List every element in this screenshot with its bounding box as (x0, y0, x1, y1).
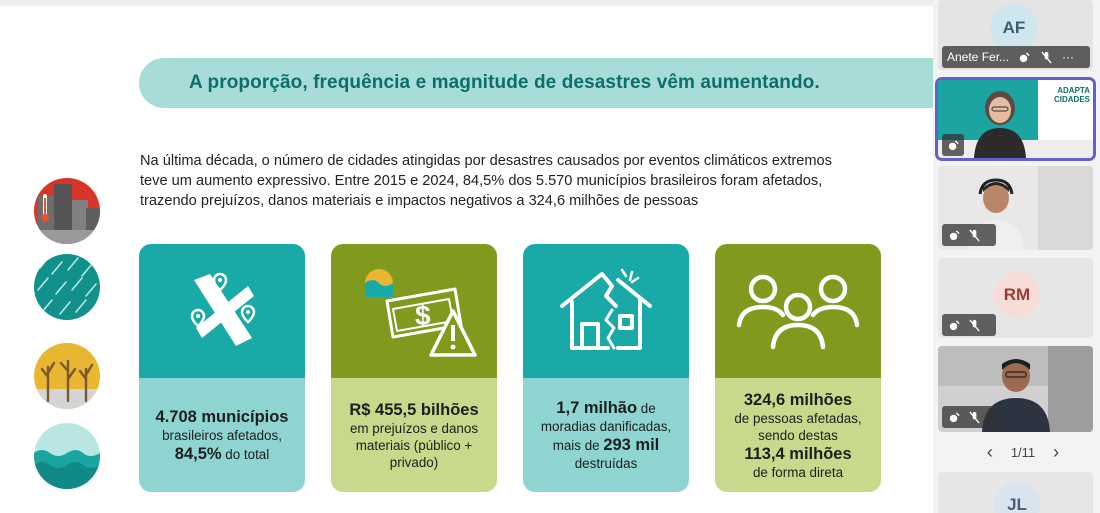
card-text (523, 378, 689, 492)
stat-caption: do total (221, 446, 270, 462)
chevron-left-icon[interactable]: ‹ (986, 442, 993, 462)
stat-card-housing (523, 244, 689, 492)
avatar-initials: JL (1007, 495, 1027, 513)
logo-line: ADAPTA (1057, 86, 1090, 95)
logo-line: CIDADES (1053, 95, 1090, 104)
avatar (990, 4, 1038, 52)
stat-value: 1,7 milhão (556, 399, 638, 417)
participant-name: Anete Fer... (947, 50, 1010, 64)
intro-line: trazendo prejuízos, danos materiais e impactos negativos a 324,6 milhões de pessoas (140, 193, 699, 209)
damaged-house-icon (556, 266, 656, 356)
tile-status (942, 134, 964, 156)
mic-muted-icon (1039, 50, 1053, 64)
participant-pager (973, 442, 1073, 463)
money-warning-icon (349, 261, 479, 361)
map-pin-roads-icon (182, 266, 262, 356)
more-options-icon[interactable]: ··· (1062, 50, 1075, 64)
stat-card-losses (331, 244, 497, 492)
stat-caption: privado) (389, 454, 439, 470)
card-text (715, 378, 881, 492)
avatar (994, 272, 1040, 318)
participants-panel[interactable] (933, 0, 1100, 513)
page-indicator: 1/11 (1010, 445, 1036, 460)
stat-caption: destruídas (574, 456, 638, 471)
avatar-initials: AF (1002, 18, 1026, 37)
mic-muted-icon (967, 228, 981, 242)
stat-value: R$ 455,5 bilhões (349, 400, 479, 419)
stat-caption: mais de (552, 438, 604, 453)
tile-status (942, 314, 996, 336)
stat-caption: em prejuízos e danos (349, 420, 479, 436)
video-background (1038, 166, 1093, 250)
stat-caption: materiais (público + (355, 437, 473, 453)
stat-value: 4.708 municípios (155, 407, 289, 426)
avatar-initials: RM (1003, 285, 1031, 304)
stat-card-people (715, 244, 881, 492)
card-illustration (139, 244, 305, 378)
rain-icon (34, 254, 100, 320)
raised-hand-icon (947, 138, 960, 152)
stat-value: 113,4 milhões (744, 444, 852, 463)
stat-caption: de pessoas afetadas, (734, 410, 862, 426)
stat-caption: moradias danificadas, (540, 419, 672, 434)
stat-value: 324,6 milhões (743, 390, 853, 409)
participant-tile-speaker[interactable] (938, 80, 1093, 158)
tile-status (942, 406, 996, 428)
stat-caption: brasileiros afetados, (162, 427, 282, 443)
chevron-right-icon[interactable]: › (1053, 442, 1060, 462)
adapta-cidades-logo (1038, 86, 1090, 104)
participant-tile-video-2[interactable] (938, 346, 1093, 432)
title-banner (139, 58, 933, 108)
intro-text (140, 151, 900, 211)
stat-value: 293 mil (603, 436, 660, 454)
avatar (994, 482, 1040, 513)
participant-name-bar (942, 46, 1090, 68)
participant-tile-af[interactable] (938, 0, 1093, 70)
stat-card-municipalities (139, 244, 305, 492)
intro-line: teve um aumento expressivo. Entre 2015 e 2024, 84,5% dos 5.570 municípios brasileiros foram afetados, (140, 173, 823, 189)
tile-status (942, 224, 996, 246)
stat-caption: de (637, 401, 656, 416)
heat-city-icon (34, 178, 100, 244)
stat-caption: de forma direta (752, 464, 844, 480)
participant-tile-video-1[interactable] (938, 166, 1093, 250)
mic-muted-icon (967, 410, 981, 424)
raised-hand-icon (947, 318, 961, 332)
participant-tile-partial[interactable] (938, 472, 1093, 513)
participant-tile-rm[interactable] (938, 258, 1093, 338)
raised-hand-icon (1017, 50, 1031, 64)
intro-line: Na última década, o número de cidades atingidas por desastres causados por eventos climáticos extremos (140, 153, 832, 169)
card-illustration (715, 244, 881, 378)
stat-value: 84,5% (174, 444, 222, 463)
card-illustration (331, 244, 497, 378)
people-group-icon (733, 271, 863, 351)
flood-icon (34, 423, 100, 489)
card-text (331, 378, 497, 492)
raised-hand-icon (947, 228, 961, 242)
stat-caption: sendo destas (758, 427, 838, 443)
slide-title: A proporção, frequência e magnitude de desastres vêm aumentando. (189, 72, 820, 93)
video-cabinet (1048, 346, 1093, 432)
slide-top-strip (0, 0, 933, 6)
drought-icon (34, 343, 100, 409)
mic-muted-icon (967, 318, 981, 332)
svg-text:$: $ (415, 300, 431, 331)
card-text (139, 378, 305, 492)
card-illustration (523, 244, 689, 378)
speaker-video-icon (970, 86, 1030, 158)
raised-hand-icon (947, 410, 961, 424)
